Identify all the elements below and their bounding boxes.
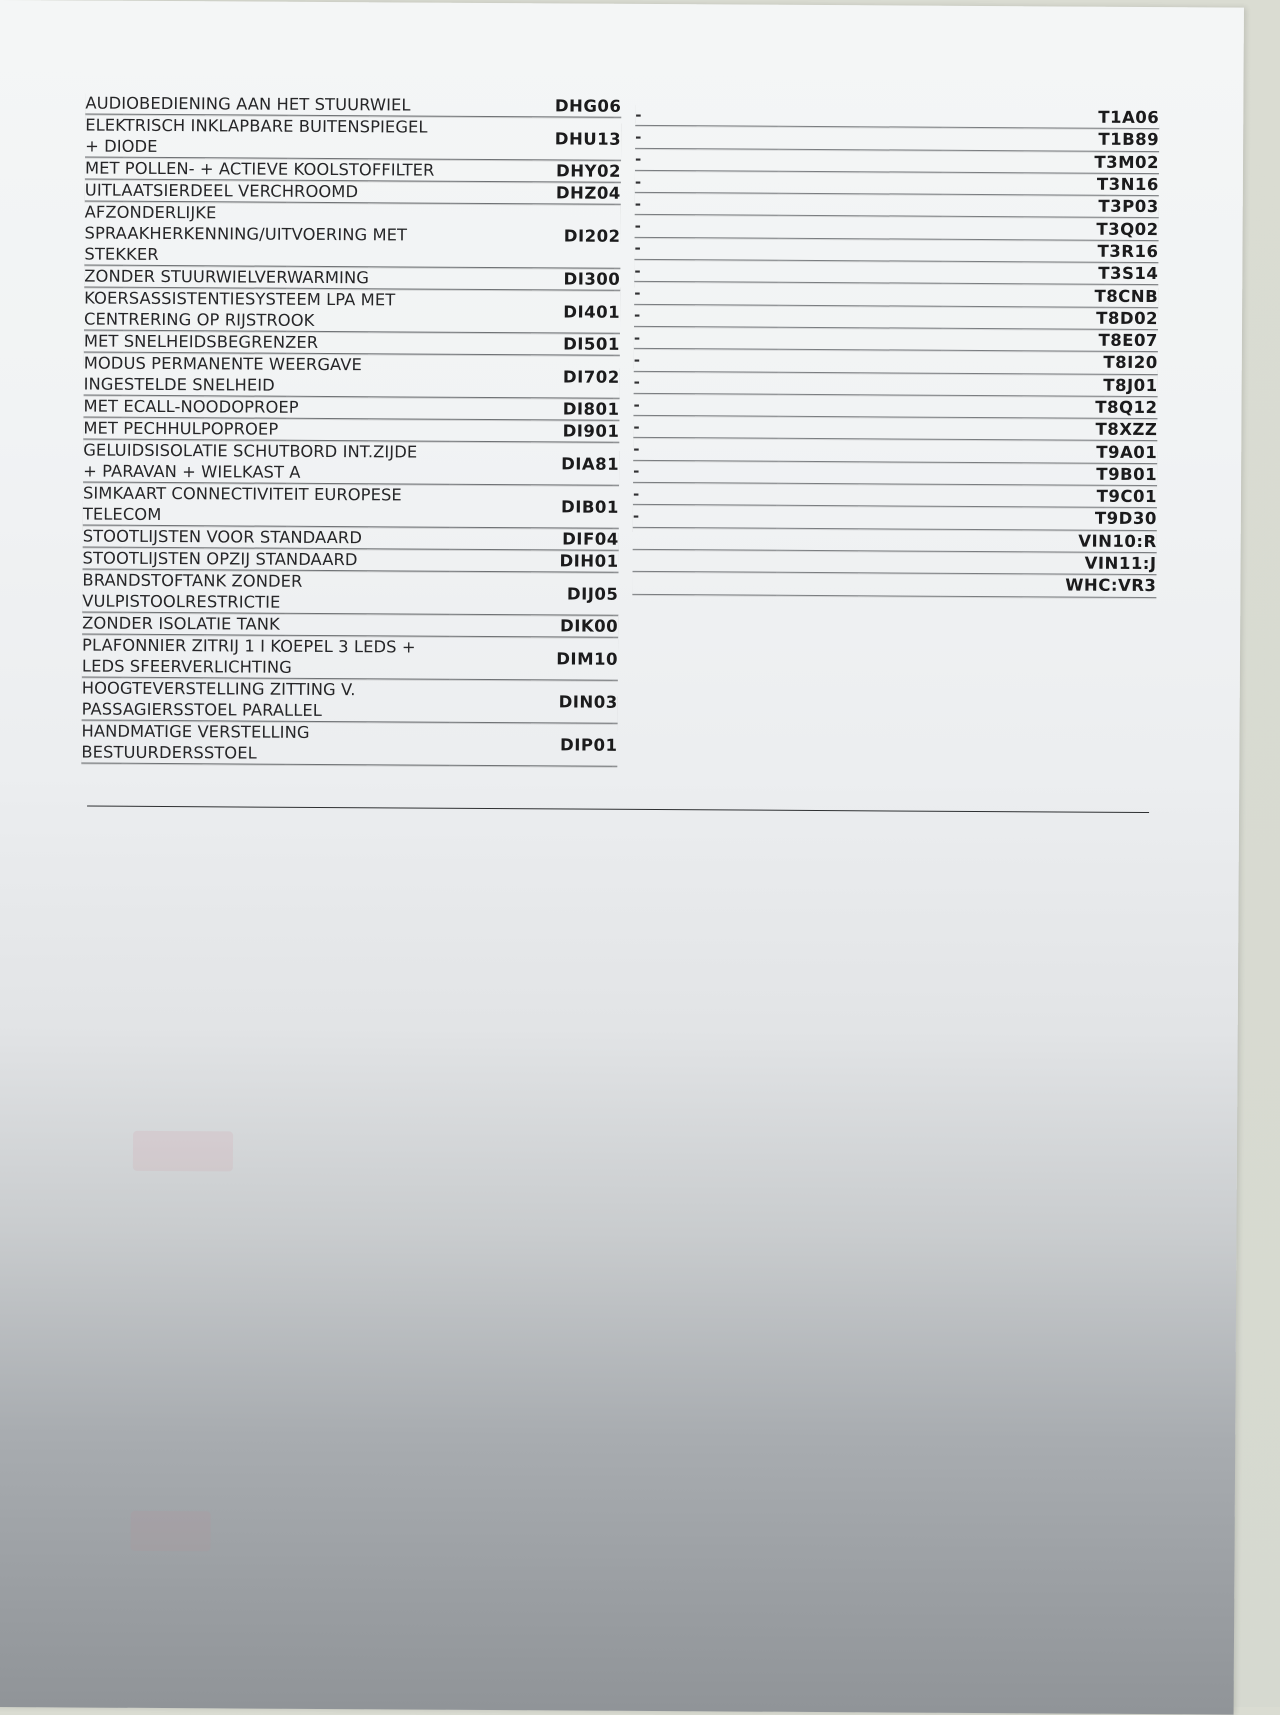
description-line: MET POLLEN- + ACTIEVE KOOLSTOFFILTER [85, 158, 525, 182]
table-row [83, 483, 619, 529]
description-line: HANDMATIGE VERSTELLING [81, 721, 521, 745]
dash-marker: - [633, 507, 663, 525]
option-code: DIA81 [523, 454, 619, 474]
option-code: DIP01 [521, 735, 617, 755]
option-code: T8D02 [664, 306, 1158, 328]
show-through-mark [131, 1511, 211, 1551]
option-description [85, 93, 525, 117]
description-line: MET PECHHULPOPROEP [83, 418, 523, 442]
dash-marker: - [634, 373, 664, 391]
option-description [84, 266, 524, 290]
description-line: SIMKAART CONNECTIVITEIT EUROPESE [83, 483, 523, 507]
dash-marker: - [634, 328, 664, 346]
dash-marker: - [635, 106, 665, 124]
dash-marker: - [634, 351, 664, 369]
option-description [83, 483, 523, 528]
option-description [84, 202, 524, 268]
option-code: DI501 [524, 334, 620, 354]
option-code: DI702 [524, 367, 620, 387]
description-line: STOOTLIJSTEN VOOR STANDAARD [83, 526, 523, 550]
option-code: DIN03 [522, 692, 618, 712]
list-item [634, 260, 1158, 285]
table-row [83, 418, 619, 443]
description-line: BRANDSTOFTANK ZONDER [82, 570, 522, 594]
description-line: STEKKER [84, 244, 524, 268]
description-line: AUDIOBEDIENING AAN HET STUURWIEL [85, 93, 525, 117]
option-code: WHC:VR3 [662, 573, 1156, 595]
list-item [635, 215, 1159, 240]
option-description [81, 721, 521, 766]
dash-marker: - [634, 262, 664, 280]
description-line: TELECOM [83, 504, 523, 528]
option-code: T8I20 [664, 350, 1158, 372]
option-code: DHY02 [525, 161, 621, 181]
dash-marker: - [635, 172, 665, 190]
option-code: T3R16 [664, 239, 1158, 261]
dash-marker: - [635, 128, 665, 146]
option-description [83, 548, 523, 572]
show-through-mark [133, 1131, 233, 1172]
list-item [635, 193, 1159, 218]
option-code: T8CNB [664, 284, 1158, 306]
dash-marker: - [634, 306, 664, 324]
list-item [634, 371, 1158, 396]
list-item [635, 148, 1159, 173]
list-item [633, 461, 1157, 486]
option-description [85, 115, 525, 160]
option-code: DI202 [525, 226, 621, 246]
option-code: DI901 [523, 421, 619, 441]
list-item [634, 282, 1158, 307]
list-item [634, 349, 1158, 374]
dash-marker: - [634, 284, 664, 302]
description-line: GELUIDSISOLATIE SCHUTBORD INT.ZIJDE [83, 440, 523, 464]
option-description [82, 613, 522, 637]
dash-marker: - [635, 150, 665, 168]
table-row [82, 613, 618, 638]
description-line: + PARAVAN + WIELKAST A [83, 461, 523, 485]
option-description [83, 526, 523, 550]
option-description [85, 158, 525, 182]
dash-marker: - [635, 217, 665, 235]
option-description [84, 353, 524, 398]
option-code: DI801 [523, 399, 619, 419]
description-line: UITLAATSIERDEEL VERCHROOMD [85, 180, 525, 204]
option-code: T9A01 [663, 440, 1157, 462]
table-row [83, 526, 619, 551]
description-line: ZONDER ISOLATIE TANK [82, 613, 522, 637]
option-code: DI401 [524, 302, 620, 322]
option-description [82, 678, 522, 723]
list-item [633, 505, 1157, 530]
list-item [634, 327, 1158, 352]
table-row [84, 266, 620, 291]
list-item [633, 394, 1157, 419]
option-code: T3Q02 [665, 217, 1159, 239]
option-description [83, 418, 523, 442]
list-item [633, 438, 1157, 463]
dash-marker: - [633, 462, 663, 480]
option-description [82, 570, 522, 615]
option-code: T1A06 [665, 105, 1159, 127]
list-item [634, 305, 1158, 330]
description-line: STOOTLIJSTEN OPZIJ STANDAARD [83, 548, 523, 572]
option-code: VIN10:R [663, 529, 1157, 551]
bottom-divider-line [87, 806, 1149, 813]
table-row [85, 93, 621, 118]
table-row [82, 570, 618, 616]
table-row [82, 635, 618, 681]
dash-marker: - [633, 440, 663, 458]
option-code: T9B01 [663, 462, 1157, 484]
list-item [633, 483, 1157, 508]
list-item [635, 104, 1159, 129]
dash-marker: - [634, 239, 664, 257]
description-line: MET ECALL-NOODOPROEP [83, 396, 523, 420]
option-description [85, 180, 525, 204]
table-row [81, 721, 617, 767]
option-code: T1B89 [665, 128, 1159, 150]
option-code: T3P03 [665, 194, 1159, 216]
description-line: PASSAGIERSSTOEL PARALLEL [82, 699, 522, 723]
list-item [633, 416, 1157, 441]
table-row [83, 548, 619, 573]
description-line: CENTRERING OP RIJSTROOK [84, 309, 524, 333]
description-line: AFZONDERLIJKE [85, 202, 525, 226]
option-code: T3N16 [665, 172, 1159, 194]
option-code: DHG06 [525, 96, 621, 116]
option-code: DIM10 [522, 649, 618, 669]
table-row [84, 202, 620, 269]
list-item [635, 171, 1159, 196]
table-row [83, 440, 619, 486]
option-code: T8J01 [664, 373, 1158, 395]
option-code: DIK00 [522, 616, 618, 636]
description-line: MET SNELHEIDSBEGRENZER [84, 331, 524, 355]
option-code: T8E07 [664, 328, 1158, 350]
option-code: T3M02 [665, 150, 1159, 172]
option-description-table [81, 93, 621, 767]
option-code: T9D30 [663, 507, 1157, 529]
dash-marker: - [635, 195, 665, 213]
option-code: DIJ05 [522, 584, 618, 604]
option-code: DHU13 [525, 129, 621, 149]
description-line: ZONDER STUURWIELVERWARMING [84, 266, 524, 290]
option-code: T8Q12 [663, 395, 1157, 417]
table-row [83, 396, 619, 421]
option-code: T9C01 [663, 484, 1157, 506]
option-code: T3S14 [664, 261, 1158, 283]
description-line: BESTUURDERSSTOEL [81, 742, 521, 766]
list-item [634, 238, 1158, 263]
option-code-list [632, 104, 1159, 598]
table-row [85, 180, 621, 205]
dash-marker: - [633, 395, 663, 413]
table-row [85, 115, 621, 161]
table-row [84, 353, 620, 399]
table-row [84, 288, 620, 334]
list-item [632, 572, 1156, 597]
description-line: MODUS PERMANENTE WEERGAVE [84, 353, 524, 377]
table-row [85, 158, 621, 183]
description-line: SPRAAKHERKENNING/UITVOERING MET [85, 223, 525, 247]
list-item [635, 126, 1159, 151]
table-row [82, 678, 618, 724]
dash-marker: - [633, 418, 663, 436]
option-code: DHZ04 [525, 183, 621, 203]
option-code: DIH01 [523, 551, 619, 571]
description-line: VULPISTOOLRESTRICTIE [82, 591, 522, 615]
dash-marker: - [633, 485, 663, 503]
option-code: VIN11:J [663, 551, 1157, 573]
list-item [633, 528, 1157, 553]
option-description [83, 440, 523, 485]
option-description [83, 396, 523, 420]
table-row [84, 331, 620, 356]
description-line: INGESTELDE SNELHEID [84, 374, 524, 398]
option-description [84, 288, 524, 333]
option-description [84, 331, 524, 355]
description-line: LEDS SFEERVERLICHTING [82, 656, 522, 680]
description-line: ELEKTRISCH INKLAPBARE BUITENSPIEGEL [85, 115, 525, 139]
option-code: T8XZZ [663, 417, 1157, 439]
description-line: + DIODE [85, 136, 525, 160]
option-code: DIB01 [523, 497, 619, 517]
description-line: KOERSASSISTENTIESYSTEEM LPA MET [84, 288, 524, 312]
description-line: PLAFONNIER ZITRIJ 1 I KOEPEL 3 LEDS + [82, 635, 522, 659]
option-code: DI300 [524, 269, 620, 289]
list-item [633, 550, 1157, 575]
option-code: DIF04 [523, 529, 619, 549]
option-description [82, 635, 522, 680]
description-line: HOOGTEVERSTELLING ZITTING V. [82, 678, 522, 702]
